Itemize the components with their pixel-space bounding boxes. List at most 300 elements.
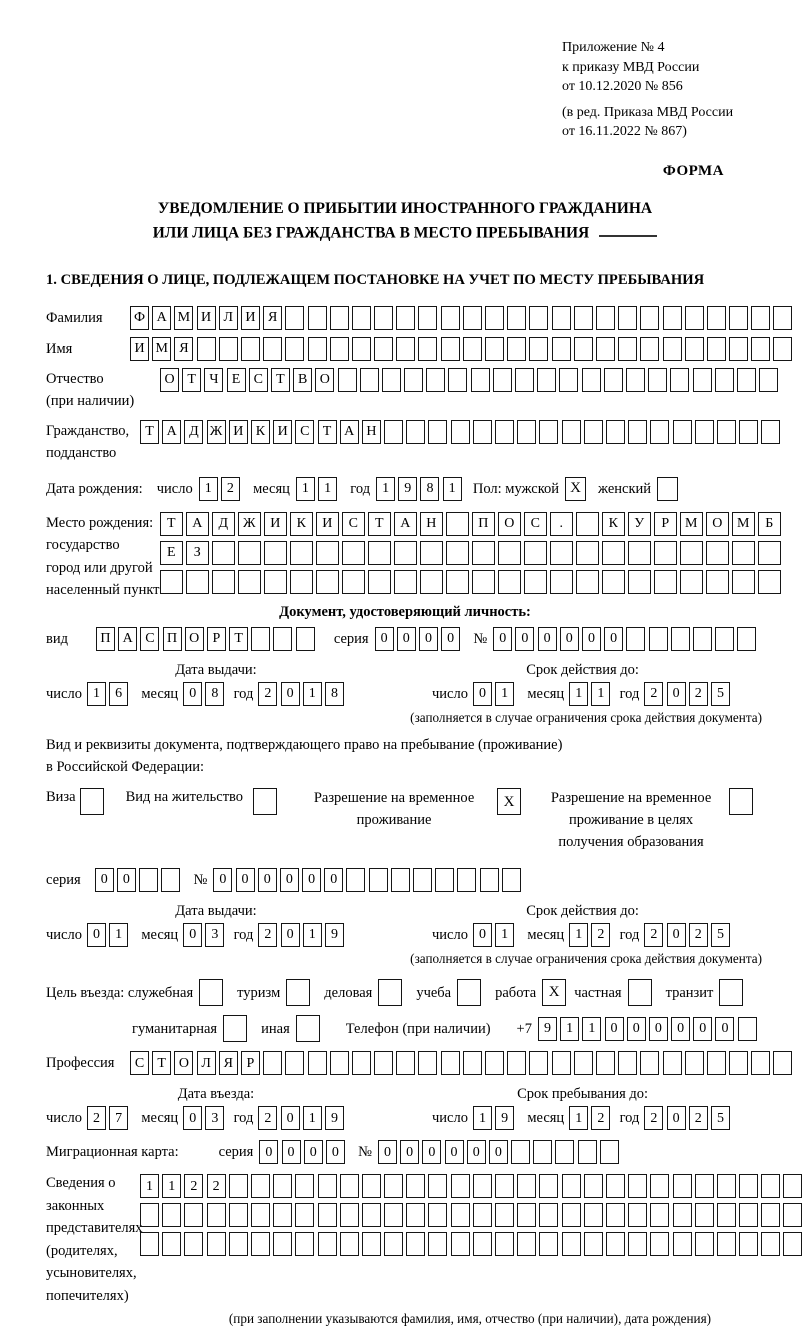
cell[interactable]: 5: [711, 682, 730, 706]
cell[interactable]: [251, 1232, 270, 1256]
cell[interactable]: [739, 1174, 758, 1198]
cell[interactable]: 0: [280, 868, 299, 892]
cell[interactable]: [517, 1203, 536, 1227]
cell[interactable]: [352, 337, 371, 361]
cell[interactable]: 0: [236, 868, 255, 892]
visa-checkbox[interactable]: [80, 788, 104, 815]
cell[interactable]: [650, 1174, 669, 1198]
cell[interactable]: [473, 1174, 492, 1198]
cell[interactable]: [596, 1051, 615, 1075]
cell[interactable]: [783, 1174, 802, 1198]
cell[interactable]: [693, 627, 712, 651]
cell[interactable]: [441, 337, 460, 361]
cell[interactable]: [640, 306, 659, 330]
cell[interactable]: 1: [443, 477, 462, 501]
cell[interactable]: 0: [183, 1106, 202, 1130]
cell[interactable]: 1: [303, 923, 322, 947]
cell[interactable]: [606, 1232, 625, 1256]
cell[interactable]: [238, 541, 261, 565]
cell[interactable]: [685, 306, 704, 330]
cell[interactable]: О: [185, 627, 204, 651]
cell[interactable]: [732, 541, 755, 565]
cell[interactable]: [685, 1051, 704, 1075]
cell[interactable]: [517, 1174, 536, 1198]
cell[interactable]: [241, 337, 260, 361]
cell[interactable]: [582, 368, 601, 392]
cell[interactable]: [186, 570, 209, 594]
cell[interactable]: К: [602, 512, 625, 536]
cell[interactable]: [451, 1232, 470, 1256]
cell[interactable]: 0: [400, 1140, 419, 1164]
cell[interactable]: 9: [398, 477, 417, 501]
cell[interactable]: [693, 368, 712, 392]
cell[interactable]: С: [130, 1051, 149, 1075]
cell[interactable]: [539, 1203, 558, 1227]
cell[interactable]: [251, 1203, 270, 1227]
cell[interactable]: [663, 306, 682, 330]
cell[interactable]: [562, 1232, 581, 1256]
cell[interactable]: Т: [152, 1051, 171, 1075]
purpose-business-checkbox[interactable]: [378, 979, 402, 1006]
cell[interactable]: 0: [324, 868, 343, 892]
cell[interactable]: [473, 1203, 492, 1227]
cell[interactable]: [374, 1051, 393, 1075]
cell[interactable]: [391, 868, 410, 892]
cell[interactable]: [316, 541, 339, 565]
cell[interactable]: Т: [271, 368, 290, 392]
cell[interactable]: [498, 541, 521, 565]
temp-residence-edu-checkbox[interactable]: [729, 788, 753, 815]
cell[interactable]: [584, 1203, 603, 1227]
cell[interactable]: С: [249, 368, 268, 392]
cell[interactable]: [707, 1051, 726, 1075]
cell[interactable]: 0: [87, 923, 106, 947]
cell[interactable]: [640, 1051, 659, 1075]
cell[interactable]: 1: [140, 1174, 159, 1198]
cell[interactable]: [264, 541, 287, 565]
cell[interactable]: [618, 337, 637, 361]
cell[interactable]: [650, 1232, 669, 1256]
cell[interactable]: О: [498, 512, 521, 536]
cell[interactable]: И: [264, 512, 287, 536]
cell[interactable]: [308, 337, 327, 361]
cell[interactable]: [451, 420, 470, 444]
cell[interactable]: [140, 1232, 159, 1256]
cell[interactable]: [529, 306, 548, 330]
cell[interactable]: [394, 541, 417, 565]
cell[interactable]: Р: [654, 512, 677, 536]
cell[interactable]: [574, 306, 593, 330]
cell[interactable]: Ф: [130, 306, 149, 330]
cell[interactable]: С: [342, 512, 365, 536]
cell[interactable]: 8: [205, 682, 224, 706]
cell[interactable]: Ч: [204, 368, 223, 392]
cell[interactable]: [290, 541, 313, 565]
cell[interactable]: [562, 1203, 581, 1227]
cell[interactable]: [584, 1174, 603, 1198]
cell[interactable]: [340, 1203, 359, 1227]
cell[interactable]: 1: [109, 923, 128, 947]
cell[interactable]: 0: [473, 923, 492, 947]
cell[interactable]: 2: [689, 682, 708, 706]
cell[interactable]: [485, 337, 504, 361]
cell[interactable]: 0: [378, 1140, 397, 1164]
cell[interactable]: [418, 1051, 437, 1075]
cell[interactable]: П: [163, 627, 182, 651]
cell[interactable]: [219, 337, 238, 361]
cell[interactable]: 0: [605, 1017, 624, 1041]
cell[interactable]: [308, 306, 327, 330]
cell[interactable]: [604, 368, 623, 392]
cell[interactable]: 0: [281, 923, 300, 947]
cell[interactable]: 0: [560, 627, 579, 651]
cell[interactable]: [161, 868, 180, 892]
cell[interactable]: [229, 1203, 248, 1227]
cell[interactable]: Н: [420, 512, 443, 536]
cell[interactable]: [495, 420, 514, 444]
cell[interactable]: [507, 306, 526, 330]
cell[interactable]: А: [340, 420, 359, 444]
cell[interactable]: [495, 1174, 514, 1198]
cell[interactable]: 0: [441, 627, 460, 651]
cell[interactable]: [238, 570, 261, 594]
cell[interactable]: [207, 1232, 226, 1256]
cell[interactable]: 2: [591, 923, 610, 947]
cell[interactable]: [555, 1140, 574, 1164]
cell[interactable]: 0: [326, 1140, 345, 1164]
cell[interactable]: 9: [325, 1106, 344, 1130]
cell[interactable]: [626, 627, 645, 651]
cell[interactable]: Е: [227, 368, 246, 392]
cell[interactable]: [715, 368, 734, 392]
cell[interactable]: [671, 627, 690, 651]
cell[interactable]: [783, 1203, 802, 1227]
cell[interactable]: 0: [304, 1140, 323, 1164]
cell[interactable]: А: [186, 512, 209, 536]
cell[interactable]: 0: [95, 868, 114, 892]
cell[interactable]: [602, 570, 625, 594]
cell[interactable]: [773, 337, 792, 361]
cell[interactable]: [717, 1174, 736, 1198]
cell[interactable]: 0: [671, 1017, 690, 1041]
purpose-humanitarian-checkbox[interactable]: [223, 1015, 247, 1042]
cell[interactable]: З: [186, 541, 209, 565]
cell[interactable]: [539, 1232, 558, 1256]
cell[interactable]: Т: [318, 420, 337, 444]
cell[interactable]: [584, 1232, 603, 1256]
cell[interactable]: [606, 1174, 625, 1198]
cell[interactable]: 0: [667, 923, 686, 947]
cell[interactable]: [596, 306, 615, 330]
cell[interactable]: Р: [241, 1051, 260, 1075]
cell[interactable]: А: [118, 627, 137, 651]
purpose-work-checkbox[interactable]: X: [542, 979, 566, 1006]
cell[interactable]: [485, 306, 504, 330]
cell[interactable]: [162, 1203, 181, 1227]
cell[interactable]: [650, 420, 669, 444]
cell[interactable]: [695, 1174, 714, 1198]
purpose-private-checkbox[interactable]: [628, 979, 652, 1006]
cell[interactable]: Н: [362, 420, 381, 444]
cell[interactable]: Т: [160, 512, 183, 536]
cell[interactable]: [707, 337, 726, 361]
cell[interactable]: [539, 420, 558, 444]
cell[interactable]: 0: [627, 1017, 646, 1041]
cell[interactable]: [451, 1174, 470, 1198]
cell[interactable]: [773, 306, 792, 330]
cell[interactable]: [761, 1174, 780, 1198]
cell[interactable]: 8: [325, 682, 344, 706]
cell[interactable]: [628, 541, 651, 565]
cell[interactable]: [517, 420, 536, 444]
cell[interactable]: [318, 1174, 337, 1198]
cell[interactable]: [495, 1203, 514, 1227]
cell[interactable]: [428, 1203, 447, 1227]
cell[interactable]: [229, 1174, 248, 1198]
cell[interactable]: [360, 368, 379, 392]
cell[interactable]: Ж: [207, 420, 226, 444]
cell[interactable]: [352, 306, 371, 330]
cell[interactable]: [369, 868, 388, 892]
cell[interactable]: 0: [693, 1017, 712, 1041]
cell[interactable]: [362, 1174, 381, 1198]
cell[interactable]: [428, 1232, 447, 1256]
cell[interactable]: [596, 337, 615, 361]
cell[interactable]: [695, 1232, 714, 1256]
cell[interactable]: И: [197, 306, 216, 330]
cell[interactable]: [628, 570, 651, 594]
temp-residence-checkbox[interactable]: X: [497, 788, 521, 815]
cell[interactable]: [273, 1174, 292, 1198]
cell[interactable]: Т: [182, 368, 201, 392]
cell[interactable]: И: [130, 337, 149, 361]
cell[interactable]: [584, 420, 603, 444]
cell[interactable]: [493, 368, 512, 392]
cell[interactable]: [290, 570, 313, 594]
cell[interactable]: 1: [162, 1174, 181, 1198]
cell[interactable]: К: [251, 420, 270, 444]
cell[interactable]: И: [229, 420, 248, 444]
cell[interactable]: [738, 1017, 757, 1041]
cell[interactable]: [207, 1203, 226, 1227]
cell[interactable]: [473, 420, 492, 444]
cell[interactable]: [384, 420, 403, 444]
cell[interactable]: [404, 368, 423, 392]
sex-male-checkbox[interactable]: X: [565, 477, 586, 501]
cell[interactable]: А: [162, 420, 181, 444]
cell[interactable]: Д: [184, 420, 203, 444]
cell[interactable]: 0: [467, 1140, 486, 1164]
cell[interactable]: [394, 570, 417, 594]
cell[interactable]: 3: [205, 923, 224, 947]
cell[interactable]: О: [706, 512, 729, 536]
cell[interactable]: 1: [569, 682, 588, 706]
cell[interactable]: 8: [420, 477, 439, 501]
cell[interactable]: [511, 1140, 530, 1164]
cell[interactable]: 5: [711, 1106, 730, 1130]
cell[interactable]: [435, 868, 454, 892]
cell[interactable]: [264, 570, 287, 594]
cell[interactable]: [761, 420, 780, 444]
cell[interactable]: Л: [219, 306, 238, 330]
cell[interactable]: 2: [207, 1174, 226, 1198]
cell[interactable]: [663, 337, 682, 361]
cell[interactable]: [368, 541, 391, 565]
cell[interactable]: А: [394, 512, 417, 536]
purpose-official-checkbox[interactable]: [199, 979, 223, 1006]
cell[interactable]: [212, 541, 235, 565]
cell[interactable]: П: [96, 627, 115, 651]
cell[interactable]: [654, 570, 677, 594]
cell[interactable]: М: [174, 306, 193, 330]
cell[interactable]: [428, 420, 447, 444]
cell[interactable]: М: [732, 512, 755, 536]
cell[interactable]: [451, 1203, 470, 1227]
cell[interactable]: 1: [560, 1017, 579, 1041]
cell[interactable]: [316, 570, 339, 594]
cell[interactable]: [396, 306, 415, 330]
cell[interactable]: [396, 337, 415, 361]
cell[interactable]: Б: [758, 512, 781, 536]
cell[interactable]: 1: [376, 477, 395, 501]
cell[interactable]: 0: [445, 1140, 464, 1164]
cell[interactable]: [446, 512, 469, 536]
cell[interactable]: [695, 420, 714, 444]
cell[interactable]: [140, 1203, 159, 1227]
cell[interactable]: [576, 512, 599, 536]
cell[interactable]: [448, 368, 467, 392]
cell[interactable]: 3: [205, 1106, 224, 1130]
cell[interactable]: [552, 306, 571, 330]
cell[interactable]: О: [174, 1051, 193, 1075]
cell[interactable]: [418, 306, 437, 330]
cell[interactable]: 0: [667, 1106, 686, 1130]
cell[interactable]: [606, 420, 625, 444]
cell[interactable]: [600, 1140, 619, 1164]
cell[interactable]: .: [550, 512, 573, 536]
cell[interactable]: Т: [368, 512, 391, 536]
cell[interactable]: И: [241, 306, 260, 330]
cell[interactable]: 1: [569, 923, 588, 947]
cell[interactable]: [761, 1203, 780, 1227]
cell[interactable]: 0: [117, 868, 136, 892]
cell[interactable]: 0: [419, 627, 438, 651]
cell[interactable]: А: [152, 306, 171, 330]
cell[interactable]: 7: [109, 1106, 128, 1130]
cell[interactable]: [628, 1232, 647, 1256]
cell[interactable]: 9: [495, 1106, 514, 1130]
cell[interactable]: 1: [303, 1106, 322, 1130]
cell[interactable]: Я: [263, 306, 282, 330]
cell[interactable]: 0: [375, 627, 394, 651]
cell[interactable]: П: [472, 512, 495, 536]
cell[interactable]: [673, 420, 692, 444]
cell[interactable]: [382, 368, 401, 392]
cell[interactable]: Д: [212, 512, 235, 536]
cell[interactable]: [352, 1051, 371, 1075]
cell[interactable]: [406, 1232, 425, 1256]
cell[interactable]: [680, 541, 703, 565]
cell[interactable]: [729, 1051, 748, 1075]
cell[interactable]: [695, 1203, 714, 1227]
cell[interactable]: [628, 1203, 647, 1227]
cell[interactable]: О: [160, 368, 179, 392]
cell[interactable]: [737, 368, 756, 392]
cell[interactable]: [562, 1174, 581, 1198]
cell[interactable]: [472, 570, 495, 594]
cell[interactable]: [550, 541, 573, 565]
cell[interactable]: [463, 337, 482, 361]
purpose-tourism-checkbox[interactable]: [286, 979, 310, 1006]
cell[interactable]: [529, 1051, 548, 1075]
cell[interactable]: 0: [302, 868, 321, 892]
cell[interactable]: 2: [221, 477, 240, 501]
cell[interactable]: [340, 1174, 359, 1198]
cell[interactable]: [346, 868, 365, 892]
cell[interactable]: [574, 337, 593, 361]
cell[interactable]: [576, 541, 599, 565]
cell[interactable]: [759, 368, 778, 392]
cell[interactable]: [663, 1051, 682, 1075]
cell[interactable]: [618, 306, 637, 330]
cell[interactable]: 0: [183, 682, 202, 706]
cell[interactable]: [285, 306, 304, 330]
cell[interactable]: [729, 337, 748, 361]
cell[interactable]: [273, 1232, 292, 1256]
cell[interactable]: М: [152, 337, 171, 361]
cell[interactable]: [418, 337, 437, 361]
cell[interactable]: 1: [495, 682, 514, 706]
cell[interactable]: Л: [197, 1051, 216, 1075]
cell[interactable]: [649, 627, 668, 651]
cell[interactable]: М: [680, 512, 703, 536]
cell[interactable]: 1: [303, 682, 322, 706]
cell[interactable]: 5: [711, 923, 730, 947]
sex-female-checkbox[interactable]: [657, 477, 678, 501]
cell[interactable]: 0: [715, 1017, 734, 1041]
cell[interactable]: 9: [325, 923, 344, 947]
cell[interactable]: [295, 1203, 314, 1227]
cell[interactable]: О: [315, 368, 334, 392]
cell[interactable]: [670, 368, 689, 392]
cell[interactable]: [717, 420, 736, 444]
cell[interactable]: [715, 627, 734, 651]
cell[interactable]: 0: [281, 1106, 300, 1130]
cell[interactable]: [457, 868, 476, 892]
cell[interactable]: [263, 337, 282, 361]
cell[interactable]: 0: [397, 627, 416, 651]
residence-permit-checkbox[interactable]: [253, 788, 277, 815]
cell[interactable]: В: [293, 368, 312, 392]
cell[interactable]: [673, 1232, 692, 1256]
cell[interactable]: [574, 1051, 593, 1075]
cell[interactable]: [758, 570, 781, 594]
cell[interactable]: [384, 1232, 403, 1256]
cell[interactable]: [773, 1051, 792, 1075]
cell[interactable]: [480, 868, 499, 892]
cell[interactable]: 0: [493, 627, 512, 651]
cell[interactable]: [685, 337, 704, 361]
cell[interactable]: [330, 337, 349, 361]
cell[interactable]: [340, 1232, 359, 1256]
cell[interactable]: [342, 541, 365, 565]
cell[interactable]: [441, 306, 460, 330]
cell[interactable]: [507, 1051, 526, 1075]
cell[interactable]: 0: [213, 868, 232, 892]
cell[interactable]: [295, 1232, 314, 1256]
cell[interactable]: [384, 1203, 403, 1227]
cell[interactable]: [729, 306, 748, 330]
